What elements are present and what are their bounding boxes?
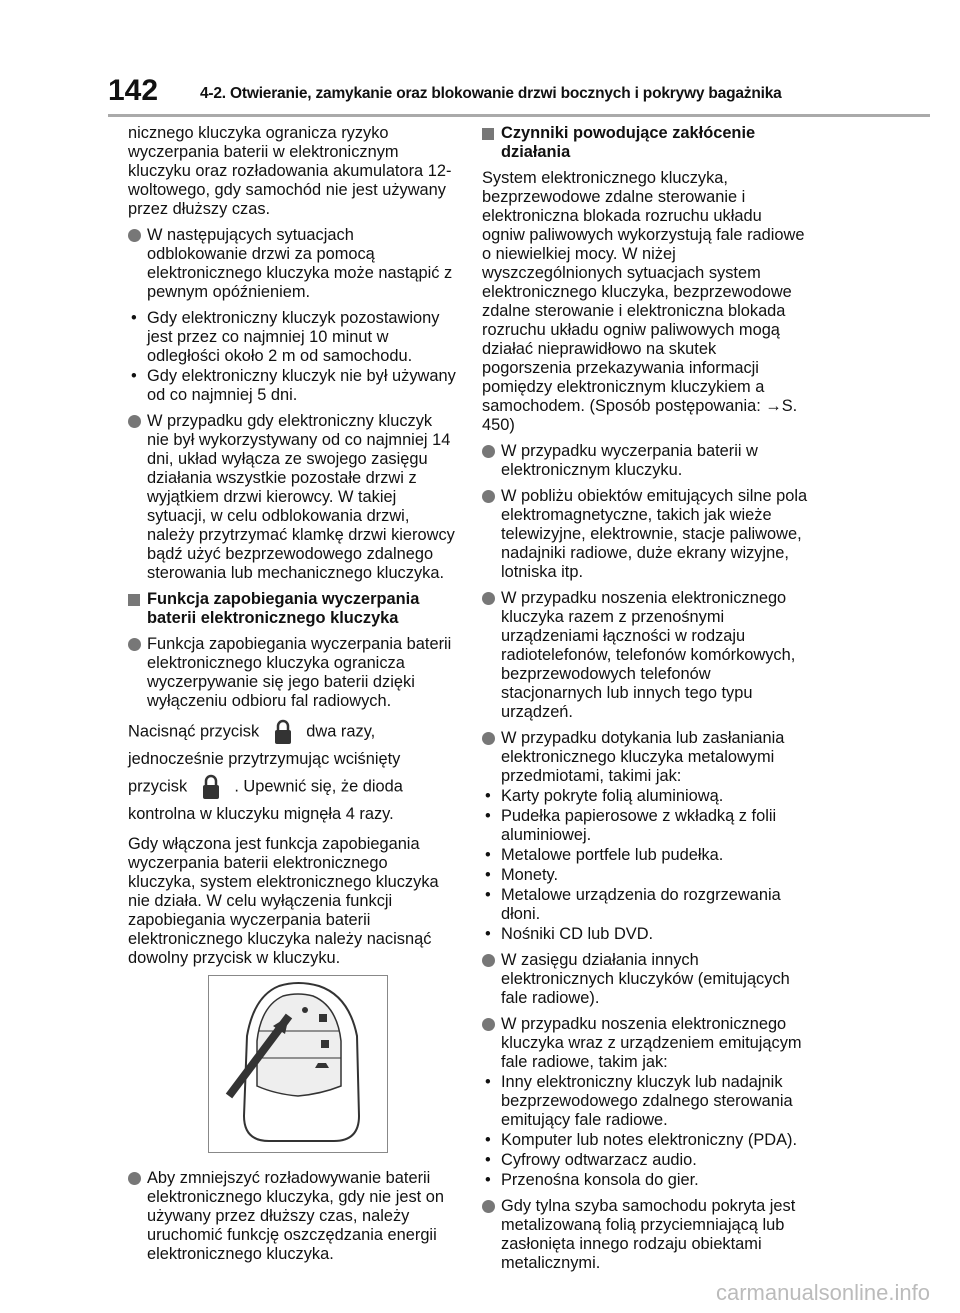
bullet-icon: [482, 592, 495, 605]
page-number: 142: [108, 74, 159, 107]
dash-item: • Gdy elektroniczny kluczyk nie był używany od co najmniej 5 dni.: [131, 367, 456, 404]
left-column: [128, 124, 458, 1271]
dash-item: • Cyfrowy odtwarzacz audio.: [485, 1151, 697, 1169]
chapter-title: 4-2. Otwieranie, zamykanie oraz blokowanie drzwi bocznych i pokrywy bagażnika: [200, 85, 782, 102]
bullet-icon: [482, 490, 495, 503]
bullet-icon: [128, 638, 141, 651]
bullet-item: W przypadku noszenia elektronicznego kluczyka wraz z urządzeniem emitującym fale radiowe, takim jak:: [482, 1015, 808, 1072]
bullet-item: Gdy tylna szyba samochodu pokryta jest metalizowaną folią przyciemniającą lub zasłonięta innego rodzaju obiektami metalicznymi.: [482, 1197, 808, 1273]
lock-icon: [272, 718, 294, 746]
bullet-item: W przypadku noszenia elektronicznego kluczyka razem z przenośnymi urządzeniami łączności w rodzaju radiotelefonów, telefonów komórkowych, bezprzewodowych telefonów stacjonarnych lub innych tego typu urządzeń.: [482, 589, 808, 722]
key-fob-icon: [209, 976, 387, 1152]
bullet-item: W przypadku wyczerpania baterii w elektronicznym kluczyku.: [482, 442, 808, 480]
dash-item: • Metalowe portfele lub pudełka.: [485, 846, 724, 864]
lock-icon: [200, 773, 222, 801]
section-heading: Czynniki powodujące zakłócenie działania: [482, 124, 808, 162]
instruction-text: Nacisnąć przycisk dwa razy, jednocześnie przytrzymując wciśnięty przycisk . Upewnić się, że dioda kontrolna w kluczyku mignęła 4 razy.: [128, 718, 458, 828]
dash-item: • Nośniki CD lub DVD.: [485, 925, 654, 943]
bullet-item: W przypadku gdy elektroniczny kluczyk nie był wykorzystywany od co najmniej 14 dni, układ wyłącza ze swojego zasięgu działania wszystkie pozostałe drzwi z wyjątkiem drzwi kierowcy. W takiej sytuacji, w celu odblokowania drzwi, należy przytrzymać klamkę drzwi kierowcy bądź użyć bezprzewodowego zdalnego sterowania lub mechanicznego kluczyka.: [128, 412, 458, 583]
bullet-icon: [482, 1200, 495, 1213]
bullet-icon: [128, 415, 141, 428]
dash-item: • Karty pokryte folią aluminiową.: [485, 787, 724, 805]
bullet-icon: [128, 229, 141, 242]
dash-item: • Przenośna konsola do gier.: [485, 1171, 699, 1189]
bullet-icon: [482, 445, 495, 458]
dash-item: • Metalowe urządzenia do rozgrzewania dłoni.: [485, 886, 781, 923]
dash-item: • Inny elektroniczny kluczyk lub nadajnik bezprzewodowego zdalnego sterowania emitujący fale radiowe.: [485, 1073, 793, 1129]
bullet-icon: [482, 1018, 495, 1031]
bullet-item: W następujących sytuacjach odblokowanie drzwi za pomocą elektronicznego kluczyka może nastąpić z pewnym opóźnieniem.: [128, 226, 458, 302]
square-icon: [482, 128, 494, 140]
dash-item: • Pudełka papierosowe z wkładką z folii aluminiowej.: [485, 807, 777, 844]
watermark: carmanualsonline.info: [715, 1280, 930, 1305]
dash-item: • Gdy elektroniczny kluczyk pozostawiony jest przez co najmniej 10 minut w odległości około 2 m od samochodu.: [131, 309, 440, 365]
square-icon: [128, 594, 140, 606]
bullet-icon: [482, 954, 495, 967]
right-column: [482, 124, 808, 1280]
bullet-item: W zasięgu działania innych elektronicznych kluczyków (emitujących fale radiowe).: [482, 951, 808, 1008]
bullet-item: W przypadku dotykania lub zasłaniania elektronicznego kluczyka metalowymi przedmiotami, takimi jak:: [482, 729, 808, 786]
key-fob-illustration: [208, 975, 388, 1153]
dash-item: • Monety.: [485, 866, 559, 884]
bullet-item: Aby zmniejszyć rozładowywanie baterii elektronicznego kluczyka, gdy nie jest on używany przez dłuższy czas, należy uruchomić funkcję oszczędzania energii elektronicznego kluczyka.: [128, 1169, 458, 1264]
section-heading: Funkcja zapobiegania wyczerpania baterii elektronicznego kluczyka: [128, 590, 458, 628]
dash-item: • Komputer lub notes elektroniczny (PDA).: [485, 1131, 798, 1149]
info-text: Gdy włączona jest funkcja zapobiegania wyczerpania baterii elektronicznego kluczyka, system elektronicznego kluczyka nie działa. W celu wyłączenia funkcji zapobiegania wyczerpania baterii elektronicznego kluczyka należy nacisnąć dowolny przycisk w kluczyku.: [128, 835, 439, 967]
bullet-icon: [482, 732, 495, 745]
info-text: System elektronicznego kluczyka, bezprzewodowe zdalne sterowanie i elektroniczna blokada rozruchu układu ogniw paliwowych wykorzystują fale radiowe o niewielkiej mocy. W niżej wyszczególnionych sytuacjach system elektronicznego kluczyka, bezprzewodowe zdalne sterowanie i elektroniczna blokada rozruchu układu ogniw paliwowych mogą działać nieprawidłowo na skutek pogorszenia przekazywania informacji pomiędzy elektronicznym kluczykiem a samochodem. (Sposób postępowania: →S. 450): [482, 169, 805, 434]
intro-text: nicznego kluczyka ogranicza ryzyko wyczerpania baterii w elektronicznym kluczyku oraz rozładowania akumulatora 12-woltowego, gdy samochód nie jest używany przez dłuższy czas.: [128, 124, 452, 218]
bullet-item: W pobliżu obiektów emitujących silne pola elektromagnetyczne, takich jak wieże telewizyjne, elektrownie, stacje paliwowe, nadajniki radiowe, duże ekrany wizyjne, lotniska itp.: [482, 487, 808, 582]
bullet-item: Funkcja zapobiegania wyczerpania baterii elektronicznego kluczyka ogranicza wyczerpywanie się jego baterii dzięki wyłączeniu odbioru fal radiowych.: [128, 635, 458, 711]
bullet-icon: [128, 1172, 141, 1185]
header-rule: [108, 114, 930, 117]
page-header: [108, 74, 928, 116]
